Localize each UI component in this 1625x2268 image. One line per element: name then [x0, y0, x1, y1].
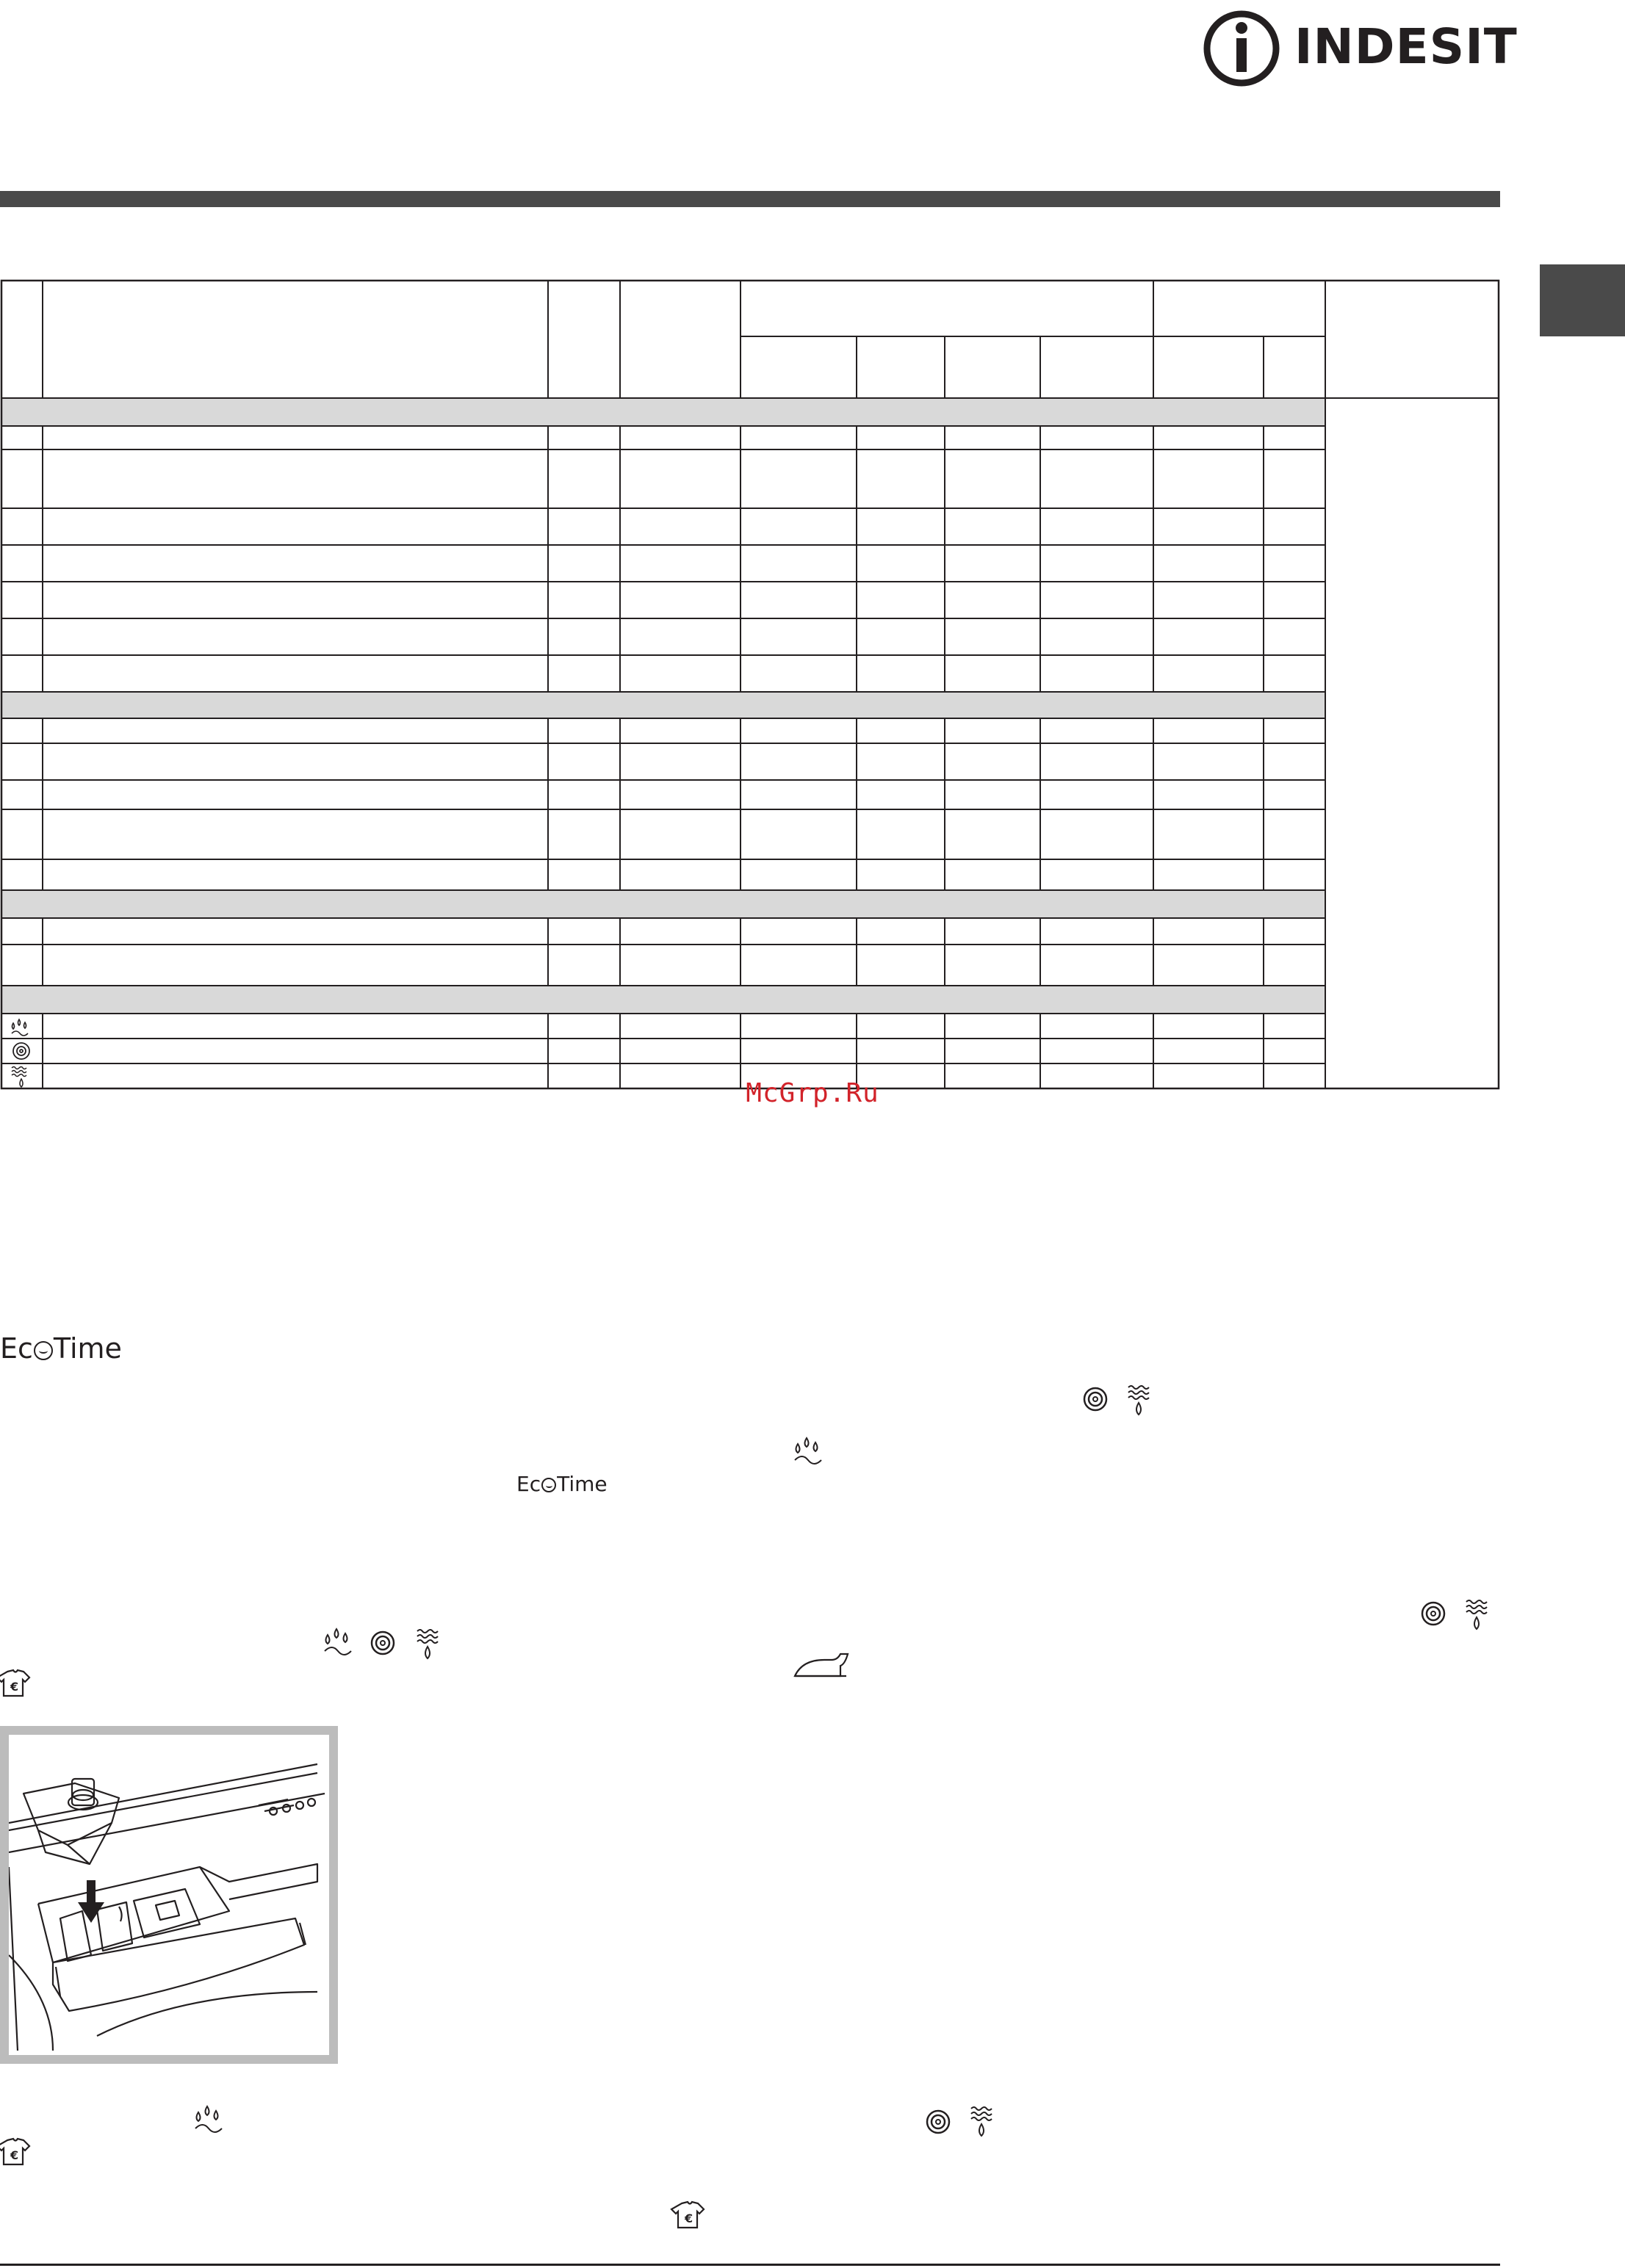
spin-icon [926, 2109, 951, 2134]
language-tab [1540, 264, 1625, 336]
eco-shirt-icon [674, 2200, 705, 2230]
eco-time-circle-icon [541, 1478, 556, 1492]
drain-icon [970, 2105, 993, 2139]
section-band [1, 398, 1325, 426]
footer-rule [0, 2264, 1500, 2266]
header-bar [0, 191, 1500, 207]
svg-text:€: € [10, 1680, 19, 1694]
brand-wordmark: INDESIT [1294, 18, 1518, 75]
eco-time-label-right: Time [53, 1332, 122, 1365]
spin-icon [370, 1630, 395, 1655]
drain-icon [1465, 1598, 1488, 1632]
eco-time-label-right: Time [557, 1472, 608, 1496]
spin-icon [1083, 1387, 1108, 1412]
section-band [1, 986, 1325, 1014]
dispenser-drawer-figure [0, 1726, 338, 2064]
spin-icon [13, 1043, 29, 1059]
svg-text:€: € [10, 2148, 19, 2162]
eco-time-logo [0, 1332, 122, 1365]
iron-icon [792, 1651, 858, 1680]
rinse-icon [792, 1434, 824, 1466]
brand-i-symbol-icon [1197, 7, 1286, 90]
rinse-icon [12, 1019, 28, 1036]
eco-time-circle-icon [34, 1341, 53, 1360]
eco-shirt-icon [0, 1669, 31, 1698]
rinse-icon [322, 1625, 354, 1657]
section-band [1, 692, 1325, 718]
spin-icon [1421, 1601, 1446, 1626]
drain-icon [416, 1628, 439, 1661]
svg-text:€: € [685, 2211, 693, 2225]
rinse-icon [192, 2102, 225, 2134]
section-band [1, 890, 1325, 918]
eco-time-label-left: Ec [0, 1332, 33, 1365]
watermark: McGrp.Ru [746, 1078, 879, 1108]
program-table [0, 279, 1500, 1091]
eco-time-logo-inline [516, 1472, 608, 1496]
drain-icon [1127, 1384, 1150, 1418]
dispenser-drawer-illustration [9, 1735, 329, 2055]
eco-shirt-icon [0, 2137, 31, 2167]
eco-time-label-left: Ec [516, 1472, 541, 1496]
program-table-grid [0, 279, 1500, 1091]
